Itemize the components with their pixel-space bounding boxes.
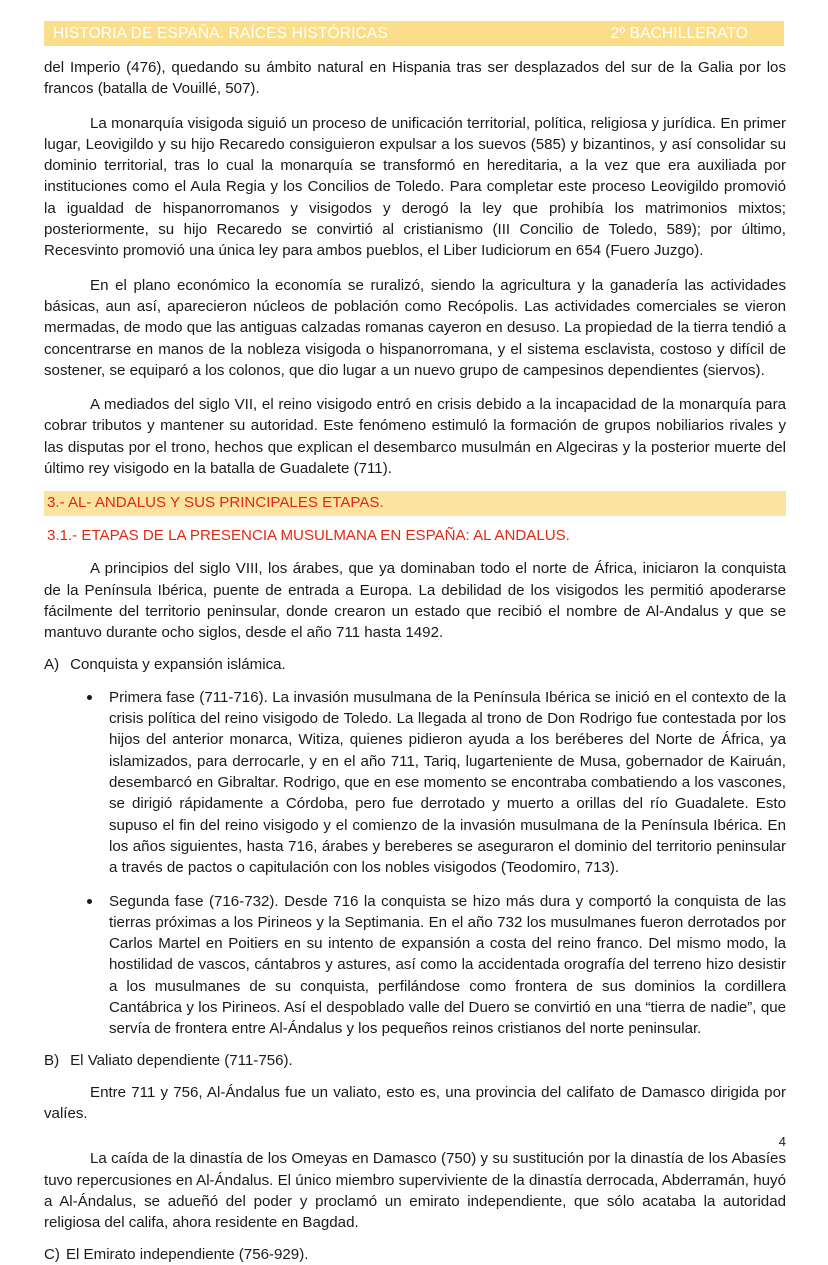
paragraph-valiato: Entre 711 y 756, Al-Ándalus fue un valiato, esto es, una provincia del califato de Damasco dirigida por valíes. bbox=[44, 1083, 786, 1123]
paragraph-muslim-arrival: A principios del siglo VIII, los árabes, que ya dominaban todo el norte de África, iniciaron la conquista de la Península Ibérica, puente de entrada a Europa. La debilidad de los visigodos les permitió apoderarse fácilmente del territorio peninsular, donde crearon un estado que recibió el nombre de Al-Andalus y que se mantuvo durante ocho siglos, desde el año 711 hasta 1492. bbox=[44, 560, 786, 642]
paragraph-visigothic-monarchy: La monarquía visigoda siguió un proceso de unificación territorial, política, religiosa y jurídica. En primer lugar, Leovigildo y su hijo Recaredo consiguieron expulsar a los suevos (585) y bizantinos, y así consolidar su dominio territorial, tras lo cual la monarquía se transformó en hereditaria, a la vez que era auxiliada por instituciones como el Aula Regia y los Concilios de Toledo. Para completar este proceso Leovigildo promovió la igualdad de hispanorromanos y visigodos y derogó la ley que prohibía los matrimonios mixtos; posteriormente, su hijo Recaredo se convirtió al cristianismo (III Concilio de Toledo, 589); por último, Recesvinto promovió una única ley para ambos pueblos, el Liber Iudiciorum en 654 (Fuero Juzgo). bbox=[44, 114, 786, 260]
list-item bbox=[44, 687, 786, 879]
list-item-b bbox=[44, 1050, 786, 1071]
spacer bbox=[44, 547, 786, 558]
section-heading-3-1: 3.1.- ETAPAS DE LA PRESENCIA MUSULMANA EN ESPAÑA: AL ANDALUS. bbox=[47, 527, 570, 545]
paragraph-continuation: del Imperio (476), quedando su ámbito natural en Hispania tras ser desplazados del sur de la Galia por los francos (batalla de Vouillé, 507). bbox=[44, 59, 786, 98]
list-item-c bbox=[44, 1244, 786, 1265]
spacer bbox=[44, 1071, 786, 1082]
document-body bbox=[44, 57, 786, 1265]
list-item bbox=[44, 891, 786, 1040]
paragraph-crisis: A mediados del siglo VII, el reino visigodo entró en crisis debido a la incapacidad de la monarquía para cobrar tributos y mantener su autoridad. Este fenómeno estimuló la formación de grupos nobiliarios rivales y las disputas por el trono, hechos que explican el desembarco musulmán en Algeciras y la posterior muerte del último rey visigodo en la batalla de Guadalete (711). bbox=[44, 396, 786, 478]
spacer bbox=[44, 1137, 786, 1148]
list-item-b-text: El Valiato dependiente (711-756). bbox=[70, 1051, 293, 1069]
bullet-text-second-phase: Segunda fase (716-732). Desde 716 la conquista se hizo más dura y comportó la conquista de las tierras próximas a los Pirineos y la Septimania. En el año 732 los musulmanes fueron derrotados por Carlos Martel en Poitiers en su intento de expansión a costa del reino franco. Del mismo modo, la hostilidad de vascos, cántabros y astures, así como la accidentada orografía del terreno hizo desistir a los musulmanes de su conquista, perfilándose como frontera de sus dominios la cordillera Cantábrica y los Pirineos. Así el despoblado valle del Duero se convirtió en una “tierra de nadie”, que servía de frontera entre Al-Ándalus y los pequeños reinos cristianos del norte peninsular. bbox=[109, 892, 786, 1038]
section-heading-3: 3.- AL- ANDALUS Y SUS PRINCIPALES ETAPAS. bbox=[44, 491, 786, 516]
list-item-b-label: B) bbox=[44, 1051, 60, 1069]
bullet-icon bbox=[87, 695, 92, 700]
list-item-a-text: Conquista y expansión islámica. bbox=[70, 655, 286, 673]
list-item-a bbox=[44, 654, 786, 675]
paragraph-economy: En el plano económico la economía se ruralizó, siendo la agricultura y la ganadería las actividades básicas, aun así, aparecieron núcleos de población como Recópolis. Las actividades comerciales se vieron mermadas, de modo que las antiguas calzadas romanas cayeron en desuso. La propiedad de la tierra tendió a concentrarse en manos de la nobleza visigoda o hispanorromana, y el sistema esclavista, costoso y difícil de sostener, se equiparó a los colonos, que dio lugar a un nuevo grupo de campesinos dependientes (siervos). bbox=[44, 276, 786, 379]
header-grade-level: 2º BACHILLERATO bbox=[610, 24, 748, 42]
document-running-header bbox=[44, 21, 784, 46]
header-course-title: HISTORIA DE ESPAÑA. RAÍCES HISTÓRICAS bbox=[53, 24, 388, 42]
list-item-c-label: C) bbox=[44, 1245, 60, 1263]
bullet-list-conquest-phases bbox=[44, 687, 786, 1040]
page-number: 4 bbox=[778, 1134, 786, 1149]
bullet-text-first-phase: Primera fase (711-716). La invasión musulmana de la Península Ibérica se inició en el contexto de la crisis política del reino visigodo de Toledo. La llegada al trono de Don Rodrigo fue contestada por los hijos del anterior monarca, Witiza, quienes pidieron ayuda a los beréberes del Norte de África, ya islamizados, para derrocarle, y en el año 711, Tariq, lugarteniente de Musa, gobernador de Kairuán, desembarcó en Gibraltar. Rodrigo, que en ese momento se encontraba combatiendo a los vascones, se dirigió rápidamente a Córdoba, pero fue derrotado y muerto a orillas del río Guadalete. Esto supuso el fin del reino visigodo y el comienzo de la invasión musulmana de la Península Ibérica. En los años siguientes, hasta 716, árabes y bereberes se aseguraron el dominio del territorio peninsular a través de pactos o capitulación con los nobles visigodos (Teodomiro, 713). bbox=[109, 688, 786, 877]
list-item-c-text: El Emirato independiente (756-929). bbox=[65, 1245, 309, 1263]
paragraph-omeyas: La caída de la dinastía de los Omeyas en Damasco (750) y su sustitución por la dinastía de los Abasíes tuvo repercusiones en Al-Ándalus. El único miembro superviviente de la dinastía derrocada, Abderramán, huyó a Al-Ándalus, se adueñó del poder y proclamó un emirato independiente, que sólo acataba la autoridad religiosa del califa, ahora residente en Bagdad. bbox=[44, 1150, 786, 1232]
list-item-a-label: A) bbox=[44, 655, 60, 673]
bullet-icon bbox=[87, 899, 92, 904]
